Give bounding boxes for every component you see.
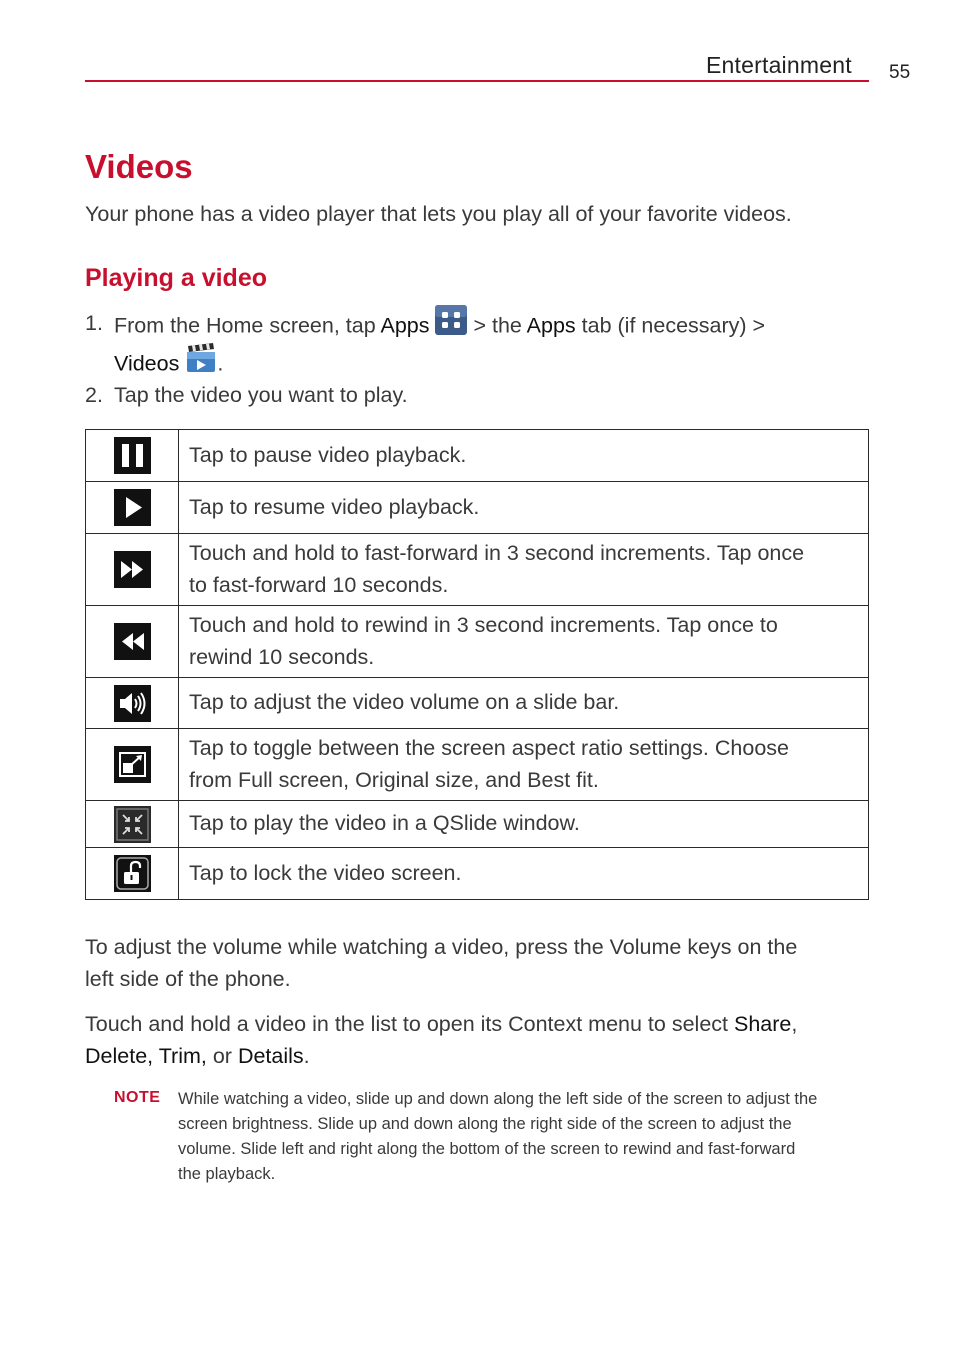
delete-option: Delete — [85, 1043, 148, 1068]
apps-grid-icon — [435, 305, 467, 343]
page-number: 55 — [889, 62, 911, 83]
description-cell — [179, 801, 869, 848]
intro-text: Your phone has a video player that lets you play all of your favorite videos. — [85, 202, 792, 226]
share-option: Share — [733, 1012, 792, 1036]
header-divider — [85, 80, 869, 82]
controls-table — [85, 429, 869, 900]
icon-cell — [86, 848, 179, 900]
control-description: to fast-forward 10 seconds. — [189, 572, 449, 597]
description-cell — [179, 534, 869, 606]
rewind-icon — [114, 623, 151, 660]
step-text: Tap the video you want to play. — [114, 383, 408, 407]
qslide-icon — [114, 806, 151, 843]
control-description: rewind 10 seconds. — [189, 644, 375, 669]
pause-icon — [114, 437, 151, 474]
table-row — [86, 534, 869, 606]
note-line: the playback. — [178, 1165, 276, 1183]
clapperboard-icon — [185, 343, 217, 381]
paragraph-text: or — [206, 1043, 238, 1068]
icon-cell — [86, 606, 179, 678]
control-description: Touch and hold to fast-forward in 3 second increments. Tap once — [189, 541, 805, 565]
control-description: Tap to adjust the video volume on a slide bar. — [189, 690, 620, 715]
note-line: volume. Slide left and right along the bottom of the screen to rewind and fast-forward — [178, 1140, 796, 1158]
control-description: Tap to toggle between the screen aspect ratio settings. Choose — [189, 736, 789, 760]
details-option: Details — [237, 1043, 304, 1068]
description-cell — [179, 729, 869, 801]
table-row — [86, 482, 869, 534]
context-menu-paragraph — [85, 1009, 875, 1072]
step-1 — [85, 308, 875, 376]
lock-icon — [114, 855, 151, 892]
paragraph-line: To adjust the volume while watching a video, press the Volume keys on the — [85, 935, 798, 959]
paragraph-text: . — [303, 1043, 310, 1068]
step-text — [114, 308, 765, 384]
paragraph-text: , — [147, 1043, 159, 1068]
apps-label: Apps — [380, 313, 430, 338]
table-row — [86, 606, 869, 678]
step-text-part: From the Home screen, tap — [114, 313, 381, 338]
control-description: Tap to pause video playback. — [189, 442, 467, 467]
control-description: Tap to lock the video screen. — [189, 860, 462, 885]
table-row — [86, 678, 869, 729]
control-description: from Full screen, Original size, and Best fit. — [189, 767, 599, 792]
icon-cell — [86, 482, 179, 534]
table-row — [86, 801, 869, 848]
trim-option: Trim, — [158, 1043, 207, 1068]
table-row — [86, 729, 869, 801]
table-row — [86, 430, 869, 482]
paragraph-line: left side of the phone. — [85, 966, 291, 991]
note-text — [178, 1087, 878, 1187]
description-cell — [179, 678, 869, 729]
step-text-part: > the — [467, 313, 527, 338]
control-description: Tap to resume video playback. — [189, 494, 480, 519]
note-line: While watching a video, slide up and down along the left side of the screen to adjust the — [178, 1090, 818, 1108]
play-icon — [114, 489, 151, 526]
step-number: 2. — [85, 383, 103, 407]
control-description: Tap to play the video in a QSlide window. — [189, 811, 580, 836]
section-heading: Playing a video — [85, 264, 268, 292]
aspect-ratio-icon — [114, 746, 151, 783]
videos-label: Videos — [114, 351, 180, 376]
section-label: Entertainment — [706, 52, 852, 78]
paragraph-text: , — [791, 1012, 798, 1036]
volume-paragraph — [85, 932, 875, 995]
step-text-part: tab (if necessary) > — [575, 313, 766, 338]
volume-icon — [114, 685, 151, 722]
step-number: 1. — [85, 311, 103, 335]
icon-cell — [86, 729, 179, 801]
icon-cell — [86, 801, 179, 848]
page-title: Videos — [85, 148, 193, 185]
fast-forward-icon — [114, 551, 151, 588]
description-cell — [179, 606, 869, 678]
control-description: Touch and hold to rewind in 3 second increments. Tap once to — [189, 613, 778, 637]
note-label: NOTE — [114, 1089, 161, 1106]
step-2 — [85, 380, 875, 410]
note-line: screen brightness. Slide up and down along the right side of the screen to adjust the — [178, 1115, 792, 1133]
icon-cell — [86, 430, 179, 482]
description-cell — [179, 482, 869, 534]
table-row — [86, 848, 869, 900]
icon-cell — [86, 678, 179, 729]
description-cell — [179, 430, 869, 482]
apps-tab-label: Apps — [526, 313, 576, 338]
icon-cell — [86, 534, 179, 606]
step-text-part: . — [217, 351, 224, 376]
description-cell — [179, 848, 869, 900]
paragraph-text: Touch and hold a video in the list to open its Context menu to select — [85, 1012, 734, 1036]
